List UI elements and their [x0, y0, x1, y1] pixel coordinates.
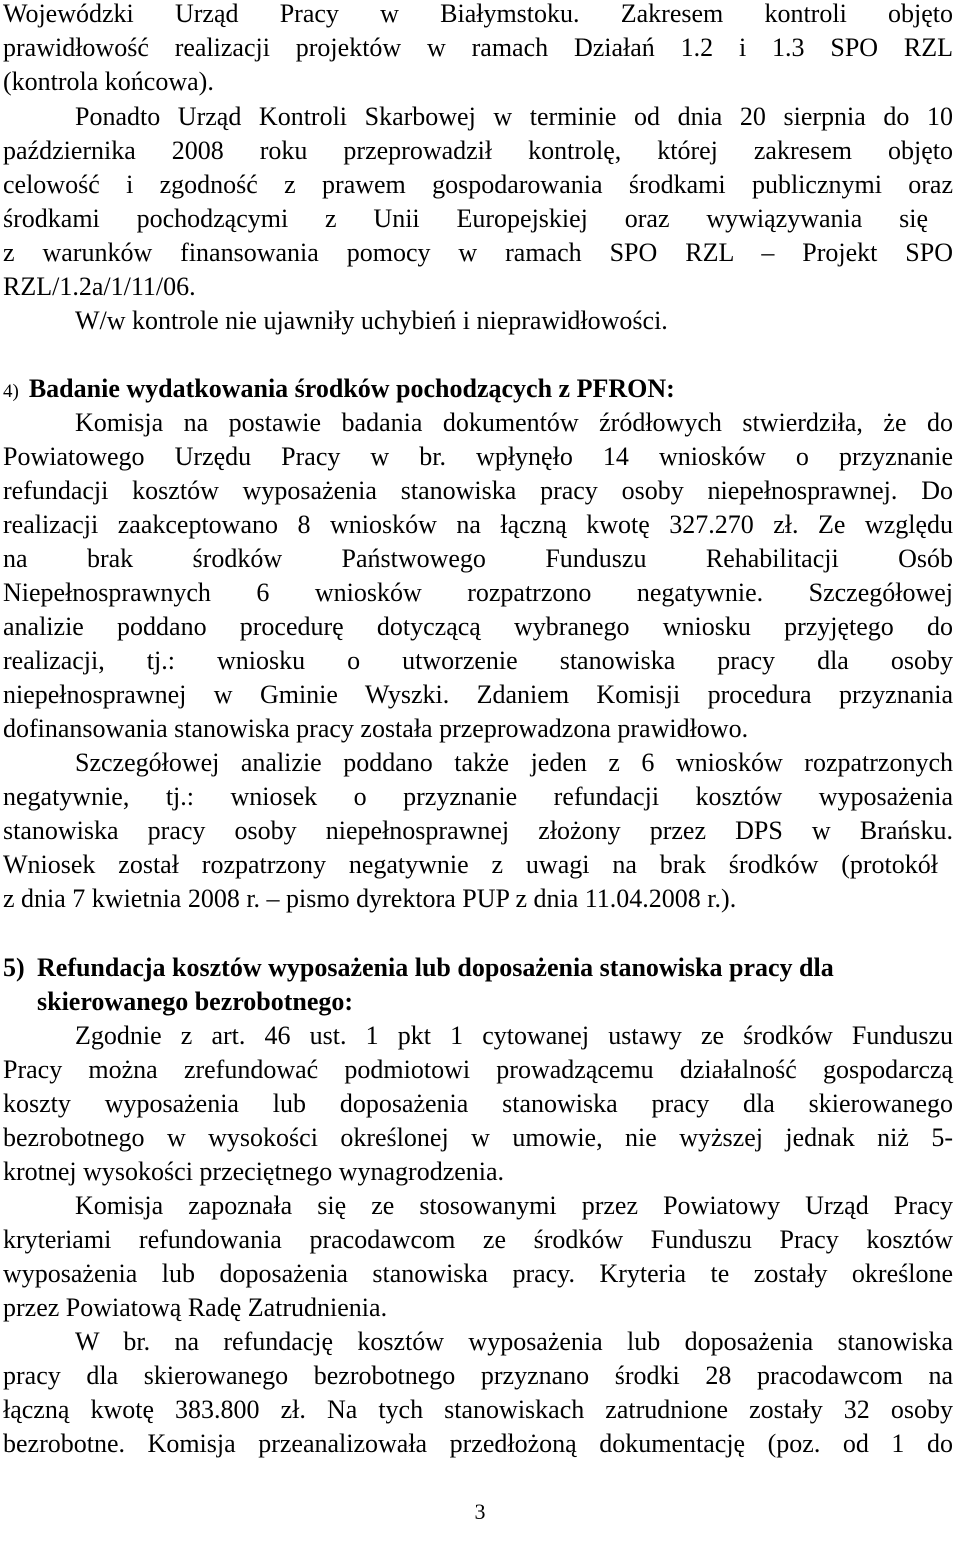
page-number: 3 [474, 1499, 486, 1524]
paragraph-line: Wniosek został rozpatrzony negatywnie z uwagi na brak środków (protokół [3, 850, 938, 879]
paragraph-line: celowość i zgodność z prawem gospodarowania środkami publicznymi oraz [3, 170, 953, 199]
paragraph-line: analizie poddano procedurę dotyczącą wybranego wniosku przyjętego do [3, 612, 953, 641]
paragraph-line: W br. na refundację kosztów wyposażenia lub doposażenia stanowiska [75, 1327, 953, 1356]
paragraph-line: realizacji, tj.: wniosku o utworzenie stanowiska pracy dla osoby [3, 646, 953, 675]
paragraph-line: Powiatowego Urzędu Pracy w br. wpłynęło 14 wniosków o przyznanie [3, 442, 953, 471]
section-4-heading [3, 372, 953, 410]
paragraph-line: Ponadto Urząd Kontroli Skarbowej w terminie od dnia 20 sierpnia do 10 [75, 102, 953, 131]
paragraph-line: przez Powiatową Radę Zatrudnienia. [3, 1293, 388, 1322]
paragraph-line: Szczegółowej analizie poddano także jeden z 6 wniosków rozpatrzonych [75, 748, 953, 777]
paragraph-line: koszty wyposażenia lub doposażenia stanowiska pracy dla skierowanego [3, 1089, 953, 1118]
paragraph-line: krotnej wysokości przeciętnego wynagrodzenia. [3, 1157, 505, 1186]
section-heading-continued: skierowanego bezrobotnego: [37, 987, 354, 1016]
paragraph-line: środkami pochodzącymi z Unii Europejskiej oraz wywiązywania się [3, 204, 928, 233]
paragraph-line: Komisja na postawie badania dokumentów źródłowych stwierdziła, że do [75, 408, 953, 437]
paragraph-line: pracy dla skierowanego bezrobotnego przyznano środki 28 pracodawcom na [3, 1361, 953, 1390]
paragraph-line: prawidłowość realizacji projektów w ramach Działań 1.2 i 1.3 SPO RZL [3, 33, 953, 62]
paragraph-line: (kontrola końcowa). [3, 67, 214, 96]
paragraph-line: W/w kontrole nie ujawniły uchybień i nieprawidłowości. [75, 306, 668, 335]
paragraph-line: bezrobotne. Komisja przeanalizowała przedłożoną dokumentację (poz. od 1 do [3, 1429, 953, 1458]
paragraph-line: negatywnie, tj.: wniosek o przyznanie refundacji kosztów wyposażenia [3, 782, 953, 811]
paragraph-line: na brak środków Państwowego Funduszu Rehabilitacji Osób [3, 544, 953, 573]
paragraph-line: refundacji kosztów wyposażenia stanowiska pracy osoby niepełnosprawnej. Do [3, 476, 953, 505]
section-heading-text: Refundacja kosztów wyposażenia lub doposażenia stanowiska pracy dla [37, 953, 834, 982]
paragraph-line: RZL/1.2a/1/11/06. [3, 272, 196, 301]
paragraph-line: bezrobotnego w wysokości określonej w umowie, nie wyższej jednak niż 5- [3, 1123, 953, 1152]
section-number: 5) [3, 953, 25, 982]
paragraph-line: Wojewódzki Urząd Pracy w Białymstoku. Zakresem kontroli objęto [3, 0, 953, 28]
paragraph-line: Niepełnosprawnych 6 wniosków rozpatrzono negatywnie. Szczegółowej [3, 578, 953, 607]
paragraph-line: Pracy można zrefundować podmiotowi prowadzącemu działalność gospodarczą [3, 1055, 953, 1084]
paragraph-line: niepełnosprawnej w Gminie Wyszki. Zdaniem Komisji procedura przyznania [3, 680, 953, 709]
paragraph-line: dofinansowania stanowiska pracy została przeprowadzona prawidłowo. [3, 714, 749, 743]
section-5-heading [3, 951, 953, 986]
paragraph-line: stanowiska pracy osoby niepełnosprawnej złożony przez DPS w Brańsku. [3, 816, 953, 845]
paragraph-line: Komisja zapoznała się ze stosowanymi przez Powiatowy Urząd Pracy [75, 1191, 953, 1220]
paragraph-line: z warunków finansowania pomocy w ramach SPO RZL – Projekt SPO [3, 238, 953, 267]
paragraph-line: kryteriami refundowania pracodawcom ze środków Funduszu Pracy kosztów [3, 1225, 953, 1254]
paragraph-line: realizacji zaakceptowano 8 wniosków na łączną kwotę 327.270 zł. Ze względu [3, 510, 953, 539]
paragraph-line: łączną kwotę 383.800 zł. Na tych stanowiskach zatrudnione zostały 32 osoby [3, 1395, 953, 1424]
paragraph-line: z dnia 7 kwietnia 2008 r. – pismo dyrektora PUP z dnia 11.04.2008 r.). [3, 884, 737, 913]
paragraph-line: wyposażenia lub doposażenia stanowiska pracy. Kryteria te zostały określone [3, 1259, 953, 1288]
paragraph-line: Zgodnie z art. 46 ust. 1 pkt 1 cytowanej ustawy ze środków Funduszu [75, 1021, 953, 1050]
paragraph-line: października 2008 roku przeprowadził kontrolę, której zakresem objęto [3, 136, 953, 165]
section-number: 4) [3, 381, 19, 402]
section-heading-text: Badanie wydatkowania środków pochodzących z PFRON: [28, 374, 675, 403]
